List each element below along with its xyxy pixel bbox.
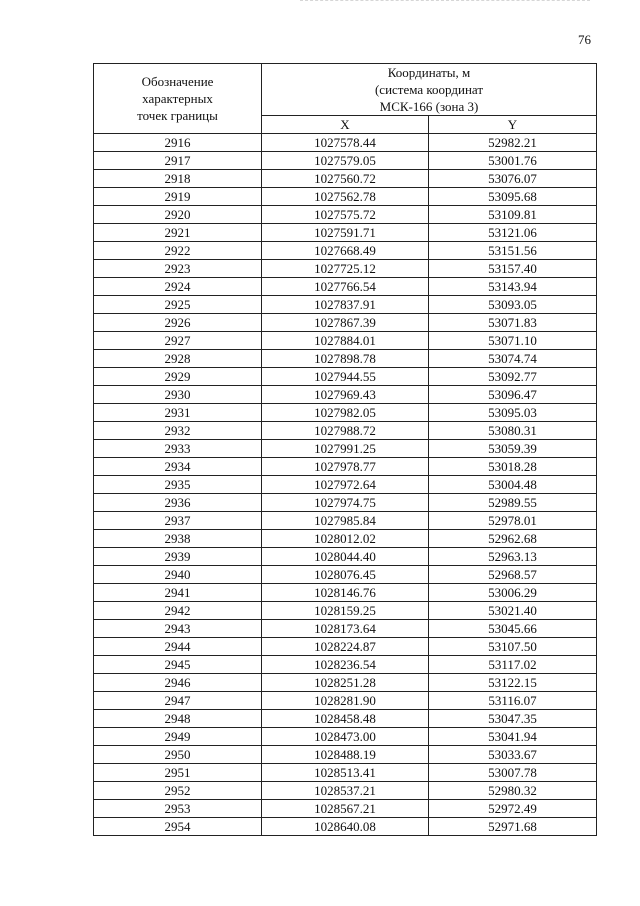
x-coordinate-cell: 1027668.49 — [262, 242, 429, 260]
y-column-header: Y — [429, 116, 597, 134]
point-designation-header — [94, 64, 262, 134]
x-coordinate-cell: 1027591.71 — [262, 224, 429, 242]
point-id-cell: 2923 — [94, 260, 262, 278]
table-row — [94, 692, 597, 710]
y-coordinate-cell: 53093.05 — [429, 296, 597, 314]
table-row — [94, 710, 597, 728]
x-coordinate-cell: 1027562.78 — [262, 188, 429, 206]
point-id-cell: 2938 — [94, 530, 262, 548]
table-row — [94, 728, 597, 746]
x-coordinate-cell: 1027837.91 — [262, 296, 429, 314]
x-coordinate-cell: 1027575.72 — [262, 206, 429, 224]
point-header-line: точек границы — [137, 108, 218, 123]
point-header-line: характерных — [142, 91, 213, 106]
point-id-cell: 2943 — [94, 620, 262, 638]
coords-header-line: Координаты, м — [387, 65, 471, 80]
x-coordinate-cell: 1028173.64 — [262, 620, 429, 638]
point-id-cell: 2942 — [94, 602, 262, 620]
x-coordinate-cell: 1027982.05 — [262, 404, 429, 422]
y-coordinate-cell: 53071.10 — [429, 332, 597, 350]
x-coordinate-cell: 1027969.43 — [262, 386, 429, 404]
x-coordinate-cell: 1028236.54 — [262, 656, 429, 674]
table-row — [94, 764, 597, 782]
y-coordinate-cell: 53074.74 — [429, 350, 597, 368]
table-row — [94, 296, 597, 314]
table-row — [94, 242, 597, 260]
point-id-cell: 2922 — [94, 242, 262, 260]
table-row — [94, 800, 597, 818]
point-id-cell: 2928 — [94, 350, 262, 368]
point-id-cell: 2951 — [94, 764, 262, 782]
y-coordinate-cell: 53041.94 — [429, 728, 597, 746]
point-id-cell: 2926 — [94, 314, 262, 332]
x-coordinate-cell: 1028076.45 — [262, 566, 429, 584]
point-id-cell: 2917 — [94, 152, 262, 170]
table-row — [94, 224, 597, 242]
table-row — [94, 188, 597, 206]
table-header — [94, 64, 597, 134]
table-row — [94, 458, 597, 476]
table-row — [94, 656, 597, 674]
x-coordinate-cell: 1027944.55 — [262, 368, 429, 386]
y-coordinate-cell: 53001.76 — [429, 152, 597, 170]
y-coordinate-cell: 53109.81 — [429, 206, 597, 224]
x-coordinate-cell: 1027560.72 — [262, 170, 429, 188]
y-coordinate-cell: 53047.35 — [429, 710, 597, 728]
table-row — [94, 134, 597, 152]
table-row — [94, 782, 597, 800]
y-coordinate-cell: 53045.66 — [429, 620, 597, 638]
y-coordinate-cell: 52971.68 — [429, 818, 597, 836]
table-row — [94, 404, 597, 422]
y-coordinate-cell: 53007.78 — [429, 764, 597, 782]
point-id-cell: 2944 — [94, 638, 262, 656]
table-row — [94, 584, 597, 602]
point-id-cell: 2945 — [94, 656, 262, 674]
scan-artifact — [300, 0, 590, 5]
table-row — [94, 818, 597, 836]
point-id-cell: 2946 — [94, 674, 262, 692]
point-id-cell: 2927 — [94, 332, 262, 350]
x-coordinate-cell: 1028473.00 — [262, 728, 429, 746]
y-coordinate-cell: 53071.83 — [429, 314, 597, 332]
coords-header-line: (система координат — [374, 82, 484, 97]
y-coordinate-cell: 53080.31 — [429, 422, 597, 440]
point-id-cell: 2919 — [94, 188, 262, 206]
y-coordinate-cell: 53096.47 — [429, 386, 597, 404]
table-row — [94, 386, 597, 404]
point-id-cell: 2949 — [94, 728, 262, 746]
point-id-cell: 2937 — [94, 512, 262, 530]
point-id-cell: 2939 — [94, 548, 262, 566]
table-row — [94, 350, 597, 368]
x-coordinate-cell: 1028159.25 — [262, 602, 429, 620]
x-coordinate-cell: 1028146.76 — [262, 584, 429, 602]
header-row-top — [94, 64, 597, 116]
point-id-cell: 2932 — [94, 422, 262, 440]
y-coordinate-cell: 53095.03 — [429, 404, 597, 422]
y-coordinate-cell: 53117.02 — [429, 656, 597, 674]
x-coordinate-cell: 1028281.90 — [262, 692, 429, 710]
table-row — [94, 602, 597, 620]
point-header-line: Обозначение — [141, 74, 214, 89]
table-body — [94, 134, 597, 836]
x-coordinate-cell: 1028537.21 — [262, 782, 429, 800]
point-id-cell: 2929 — [94, 368, 262, 386]
point-id-cell: 2933 — [94, 440, 262, 458]
x-coordinate-cell: 1027725.12 — [262, 260, 429, 278]
x-column-header: X — [262, 116, 429, 134]
table-row — [94, 368, 597, 386]
table-row — [94, 440, 597, 458]
x-coordinate-cell: 1027867.39 — [262, 314, 429, 332]
y-coordinate-cell: 53092.77 — [429, 368, 597, 386]
y-coordinate-cell: 53107.50 — [429, 638, 597, 656]
y-coordinate-cell: 53116.07 — [429, 692, 597, 710]
point-id-cell: 2940 — [94, 566, 262, 584]
table-row — [94, 746, 597, 764]
y-coordinate-cell: 52968.57 — [429, 566, 597, 584]
table-row — [94, 566, 597, 584]
y-coordinate-cell: 52989.55 — [429, 494, 597, 512]
x-coordinate-cell: 1027988.72 — [262, 422, 429, 440]
table-row — [94, 314, 597, 332]
y-coordinate-cell: 53004.48 — [429, 476, 597, 494]
point-id-cell: 2921 — [94, 224, 262, 242]
x-coordinate-cell: 1027974.75 — [262, 494, 429, 512]
x-coordinate-cell: 1027978.77 — [262, 458, 429, 476]
point-id-cell: 2924 — [94, 278, 262, 296]
x-coordinate-cell: 1028640.08 — [262, 818, 429, 836]
y-coordinate-cell: 53157.40 — [429, 260, 597, 278]
point-id-cell: 2918 — [94, 170, 262, 188]
point-id-cell: 2954 — [94, 818, 262, 836]
page-number: 76 — [578, 32, 591, 47]
y-coordinate-cell: 53076.07 — [429, 170, 597, 188]
x-coordinate-cell: 1027766.54 — [262, 278, 429, 296]
x-coordinate-cell: 1027991.25 — [262, 440, 429, 458]
table-row — [94, 422, 597, 440]
x-coordinate-cell: 1028513.41 — [262, 764, 429, 782]
point-id-cell: 2925 — [94, 296, 262, 314]
table-row — [94, 476, 597, 494]
y-coordinate-cell: 53143.94 — [429, 278, 597, 296]
x-coordinate-cell: 1028488.19 — [262, 746, 429, 764]
y-coordinate-cell: 52982.21 — [429, 134, 597, 152]
table-row — [94, 332, 597, 350]
point-id-cell: 2934 — [94, 458, 262, 476]
table-row — [94, 530, 597, 548]
point-id-cell: 2916 — [94, 134, 262, 152]
x-coordinate-cell: 1027579.05 — [262, 152, 429, 170]
coords-header-line: МСК-166 (зона 3) — [379, 99, 479, 114]
y-coordinate-cell: 53059.39 — [429, 440, 597, 458]
x-coordinate-cell: 1027985.84 — [262, 512, 429, 530]
point-id-cell: 2948 — [94, 710, 262, 728]
table-row — [94, 548, 597, 566]
x-coordinate-cell: 1028044.40 — [262, 548, 429, 566]
point-id-cell: 2931 — [94, 404, 262, 422]
table-row — [94, 674, 597, 692]
point-id-cell: 2936 — [94, 494, 262, 512]
point-id-cell: 2941 — [94, 584, 262, 602]
x-coordinate-cell: 1027972.64 — [262, 476, 429, 494]
x-coordinate-cell: 1028458.48 — [262, 710, 429, 728]
table-row — [94, 260, 597, 278]
point-id-cell: 2935 — [94, 476, 262, 494]
x-coordinate-cell: 1027578.44 — [262, 134, 429, 152]
point-id-cell: 2952 — [94, 782, 262, 800]
table-row — [94, 206, 597, 224]
y-coordinate-cell: 53018.28 — [429, 458, 597, 476]
y-coordinate-cell: 53122.15 — [429, 674, 597, 692]
point-id-cell: 2930 — [94, 386, 262, 404]
table-row — [94, 638, 597, 656]
x-coordinate-cell: 1028251.28 — [262, 674, 429, 692]
y-coordinate-cell: 52980.32 — [429, 782, 597, 800]
table-row — [94, 278, 597, 296]
y-coordinate-cell: 53151.56 — [429, 242, 597, 260]
y-coordinate-cell: 53121.06 — [429, 224, 597, 242]
y-coordinate-cell: 53033.67 — [429, 746, 597, 764]
x-coordinate-cell: 1028224.87 — [262, 638, 429, 656]
y-coordinate-cell: 52962.68 — [429, 530, 597, 548]
coordinates-group-header — [262, 64, 597, 116]
table-row — [94, 170, 597, 188]
table-row — [94, 494, 597, 512]
table-row — [94, 152, 597, 170]
table-row — [94, 512, 597, 530]
y-coordinate-cell: 53021.40 — [429, 602, 597, 620]
table-row — [94, 620, 597, 638]
x-coordinate-cell: 1028567.21 — [262, 800, 429, 818]
x-coordinate-cell: 1028012.02 — [262, 530, 429, 548]
y-coordinate-cell: 52978.01 — [429, 512, 597, 530]
point-id-cell: 2953 — [94, 800, 262, 818]
point-id-cell: 2947 — [94, 692, 262, 710]
point-id-cell: 2920 — [94, 206, 262, 224]
point-id-cell: 2950 — [94, 746, 262, 764]
y-coordinate-cell: 52972.49 — [429, 800, 597, 818]
x-coordinate-cell: 1027898.78 — [262, 350, 429, 368]
x-coordinate-cell: 1027884.01 — [262, 332, 429, 350]
y-coordinate-cell: 52963.13 — [429, 548, 597, 566]
y-coordinate-cell: 53006.29 — [429, 584, 597, 602]
coordinates-table — [93, 63, 597, 836]
y-coordinate-cell: 53095.68 — [429, 188, 597, 206]
